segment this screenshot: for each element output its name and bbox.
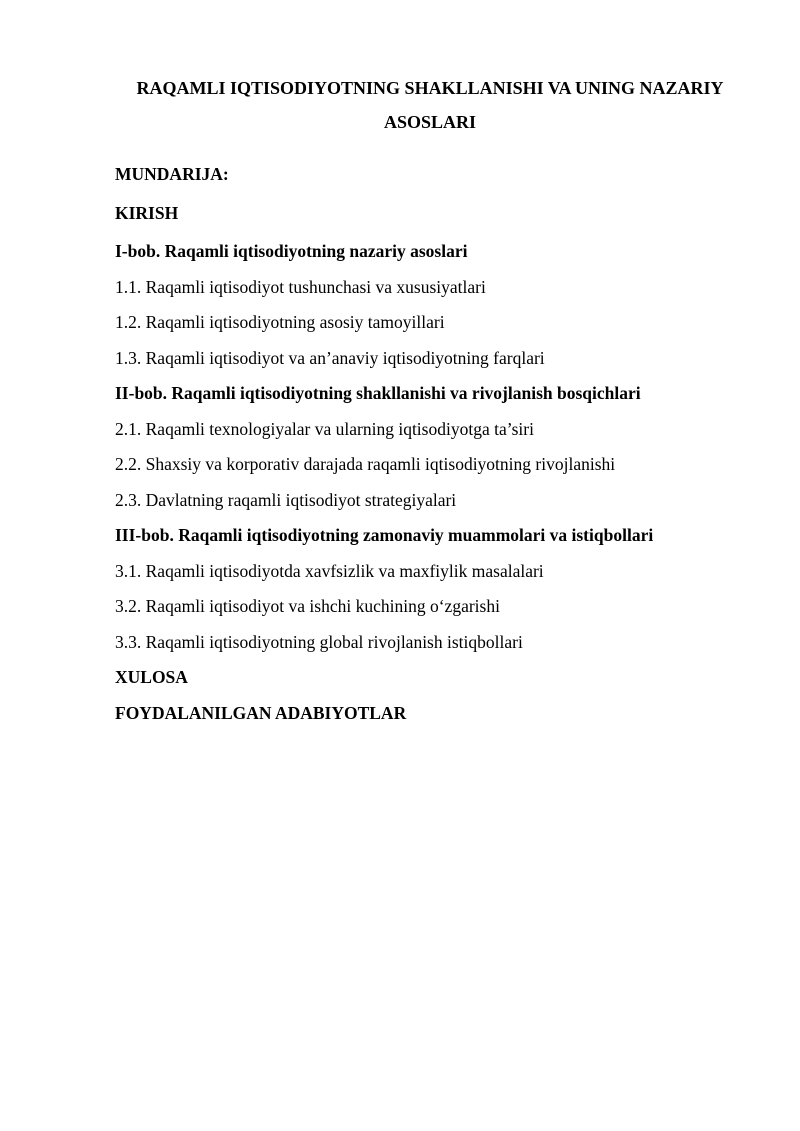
contents-item-chapter-3: III-bob. Raqamli iqtisodiyotning zamonaviy muammolari va istiqbollari (115, 525, 654, 545)
contents-heading: MUNDARIJA: (115, 164, 229, 184)
contents-item-section-2-1: 2.1. Raqamli texnologiyalar va ularning iqtisodiyotga ta’siri (115, 418, 534, 439)
contents-item-section-3-1: 3.1. Raqamli iqtisodiyotda xavfsizlik va maxfiylik masalalari (115, 560, 544, 581)
document-title (115, 71, 740, 139)
contents-item-section-1-3: 1.3. Raqamli iqtisodiyot va an’anaviy iqtisodiyotning farqlari (115, 347, 545, 368)
contents-item-chapter-1: I-bob. Raqamli iqtisodiyotning nazariy asoslari (115, 241, 468, 261)
contents-item-section-2-3: 2.3. Davlatning raqamli iqtisodiyot strategiyalari (115, 489, 457, 510)
contents-item-chapter-2: II-bob. Raqamli iqtisodiyotning shakllanishi va rivojlanish bosqichlari (115, 383, 641, 403)
contents-list (115, 196, 740, 732)
contents-item-section-2-2: 2.2. Shaxsiy va korporativ darajada raqamli iqtisodiyotning rivojlanishi (115, 454, 616, 474)
contents-item-section-1-2: 1.2. Raqamli iqtisodiyotning asosiy tamoyillari (115, 312, 445, 332)
contents-item-references: FOYDALANILGAN ADABIYOTLAR (115, 702, 407, 723)
contents-item-introduction: KIRISH (115, 202, 179, 223)
contents-item-section-3-2: 3.2. Raqamli iqtisodiyot va ishchi kuchining o‘zgarishi (115, 596, 500, 616)
document-title-line-1: RAQAMLI IQTISODIYOTNING SHAKLLANISHI VA UNING NAZARIY (136, 78, 724, 98)
contents-item-section-1-1: 1.1. Raqamli iqtisodiyot tushunchasi va xususiyatlari (115, 276, 486, 297)
contents-item-conclusion: XULOSA (115, 667, 188, 687)
contents-item-section-3-3: 3.3. Raqamli iqtisodiyotning global rivojlanish istiqbollari (115, 631, 523, 652)
document-title-line-2: ASOSLARI (383, 112, 477, 132)
